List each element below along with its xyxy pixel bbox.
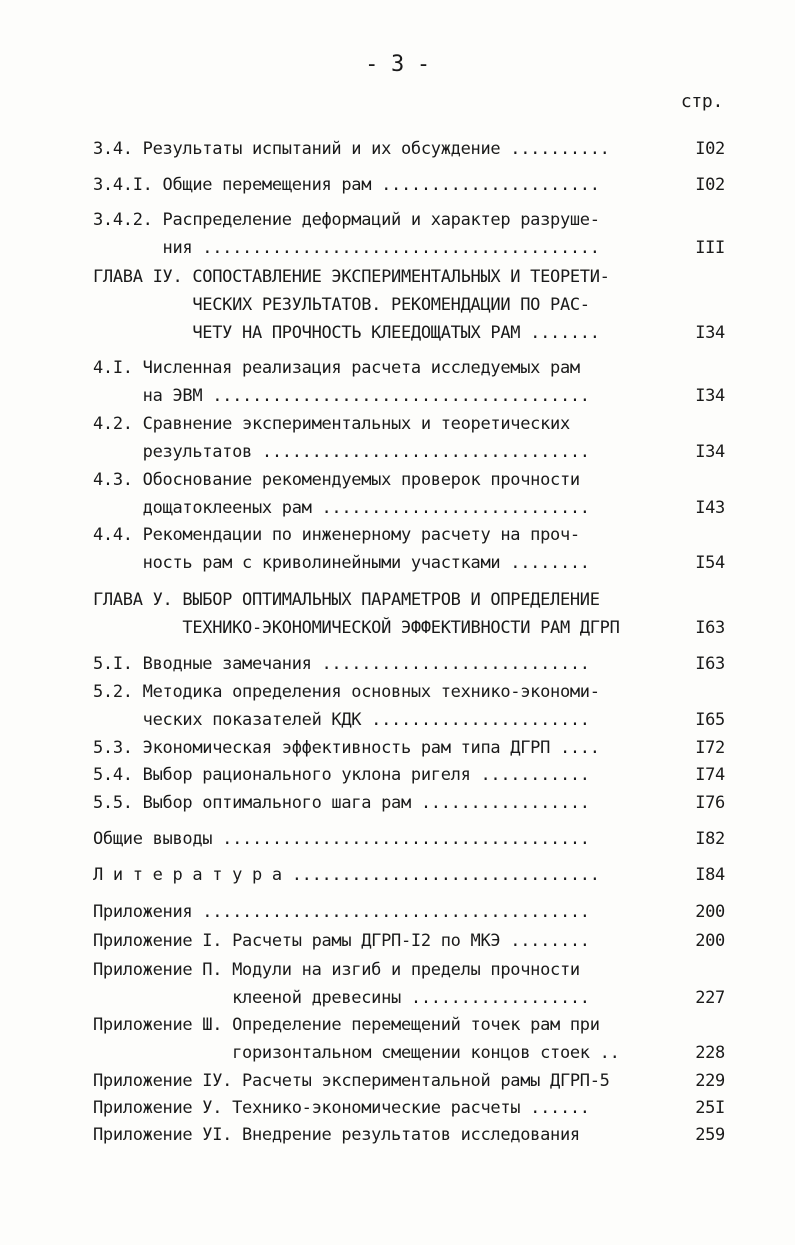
toc-entry-line: 4.3. Обоснование рекомендуемых проверок прочности: [93, 470, 580, 490]
toc-entry-line: ЧЕСКИХ РЕЗУЛЬТАТОВ. РЕКОМЕНДАЦИИ ПО РАС-: [93, 295, 590, 315]
toc-entry-page: I76: [695, 793, 725, 813]
toc-entry-page: I54: [695, 553, 725, 573]
toc-entry-line: 3.4.2. Распределение деформаций и характер разруше-: [93, 210, 600, 230]
toc-entry-page: 200: [695, 931, 725, 951]
toc-entry-line: результатов .................................: [93, 442, 590, 462]
toc-entry-page: 25I: [695, 1098, 725, 1118]
toc-entry-page: I43: [695, 498, 725, 518]
toc-entry-page: I72: [695, 738, 725, 758]
toc-entry-page: 227: [695, 988, 725, 1008]
toc-entry-line: 3.4. Результаты испытаний и их обсуждение ..........: [93, 139, 610, 159]
toc-entry-page: 259: [695, 1125, 725, 1145]
toc-entry-line: на ЭВМ ......................................: [93, 386, 590, 406]
toc-entry-page: I65: [695, 710, 725, 730]
page-number: - 3 -: [365, 52, 430, 77]
toc-entry-page: I02: [695, 139, 725, 159]
toc-entry-line: горизонтальном смещении концов стоек ..: [93, 1043, 620, 1063]
toc-entry-page: I63: [695, 618, 725, 638]
toc-entry-line: Приложение УI. Внедрение результатов исследования: [93, 1125, 580, 1145]
toc-entry-line: 5.5. Выбор оптимального шага рам .................: [93, 793, 590, 813]
toc-entry-line: дощатоклееных рам ...........................: [93, 498, 590, 518]
toc-entry-page: 200: [695, 902, 725, 922]
toc-entry-page: I34: [695, 323, 725, 343]
toc-entry-line: Общие выводы .....................................: [93, 829, 590, 849]
toc-entry-line: ЧЕТУ НА ПРОЧНОСТЬ КЛЕЕДОЩАТЫХ РАМ .......: [93, 323, 600, 343]
toc-entry-page: I02: [695, 175, 725, 195]
toc-entry-line: Приложение Ш. Определение перемещений точек рам при: [93, 1015, 600, 1035]
toc-entry-line: Л и т е р а т у р а ...............................: [93, 865, 600, 885]
toc-entry-line: 4.4. Рекомендации по инженерному расчету на проч-: [93, 525, 580, 545]
toc-entry-page: III: [695, 238, 725, 258]
toc-entry-page: 228: [695, 1043, 725, 1063]
toc-entry-line: Приложения .......................................: [93, 902, 590, 922]
toc-entry-page: I34: [695, 386, 725, 406]
toc-entry-line: 4.I. Численная реализация расчета исследуемых рам: [93, 358, 580, 378]
toc-entry-line: 5.4. Выбор рационального уклона ригеля ...........: [93, 765, 590, 785]
toc-entry-line: 4.2. Сравнение экспериментальных и теоретических: [93, 414, 570, 434]
toc-entry-page: I82: [695, 829, 725, 849]
toc-entry-line: ность рам с криволинейными участками ........: [93, 553, 590, 573]
toc-entry-line: 5.2. Методика определения основных технико-экономи-: [93, 682, 600, 702]
toc-entry-line: Приложение I. Расчеты рамы ДГРП-I2 по МКЭ ........: [93, 931, 590, 951]
toc-entry-line: ния ........................................: [93, 238, 600, 258]
toc-entry-page: 229: [695, 1071, 725, 1091]
toc-entry-line: ческих показателей КДК ......................: [93, 710, 590, 730]
toc-entry-line: Приложение У. Технико-экономические расчеты ......: [93, 1098, 590, 1118]
toc-entry-page: I74: [695, 765, 725, 785]
toc-entry-line: ГЛАВА У. ВЫБОР ОПТИМАЛЬНЫХ ПАРАМЕТРОВ И ОПРЕДЕЛЕНИЕ: [93, 590, 600, 610]
toc-entry-line: 5.3. Экономическая эффективность рам типа ДГРП ....: [93, 738, 600, 758]
toc-entry-line: ТЕХНИКО-ЭКОНОМИЧЕСКОЙ ЭФФЕКТИВНОСТИ РАМ ДГРП: [93, 618, 620, 638]
toc-entry-line: 3.4.I. Общие перемещения рам ......................: [93, 175, 600, 195]
toc-entry-line: 5.I. Вводные замечания ...........................: [93, 654, 590, 674]
toc-entry-line: Приложение П. Модули на изгиб и пределы прочности: [93, 960, 580, 980]
page-column-header: стр.: [680, 91, 723, 112]
toc-entry-line: Приложение IУ. Расчеты экспериментальной рамы ДГРП-5: [93, 1071, 610, 1091]
toc-entry-page: I34: [695, 442, 725, 462]
toc-entry-line: ГЛАВА IУ. СОПОСТАВЛЕНИЕ ЭКСПЕРИМЕНТАЛЬНЫХ И ТЕОРЕТИ-: [93, 267, 610, 287]
toc-entry-page: I84: [695, 865, 725, 885]
toc-entry-page: I63: [695, 654, 725, 674]
toc-entry-line: клееной древесины ..................: [93, 988, 590, 1008]
